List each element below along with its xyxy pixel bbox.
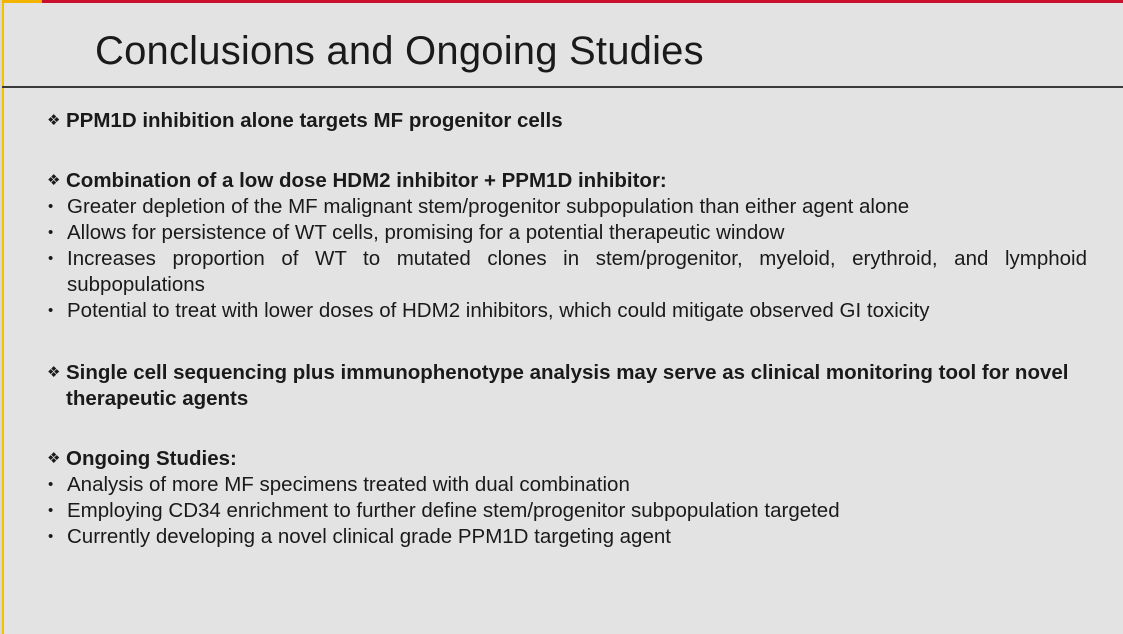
bullet-list <box>47 472 1087 550</box>
section-heading-text: Single cell sequencing plus immunophenotype analysis may serve as clinical monitoring tool for novel therapeutic agents <box>66 361 1069 410</box>
list-item <box>47 194 1087 220</box>
section-heading-text: Combination of a low dose HDM2 inhibitor + PPM1D inhibitor: <box>66 169 667 192</box>
list-item-text: Analysis of more MF specimens treated with dual combination <box>67 473 630 496</box>
diamond-bullet-icon: ❖ <box>47 172 61 189</box>
diamond-bullet-icon: ❖ <box>47 112 61 129</box>
slide-title: Conclusions and Ongoing Studies <box>95 29 704 73</box>
left-accent-bar <box>2 0 4 634</box>
list-item-text: Allows for persistence of WT cells, promising for a potential therapeutic window <box>67 221 785 244</box>
list-item-text: Potential to treat with lower doses of HDM2 inhibitors, which could mitigate observed GI toxicity <box>67 299 930 322</box>
bullet-dot-icon: • <box>48 302 54 319</box>
list-item-text: Greater depletion of the MF malignant stem/progenitor subpopulation than either agent alone <box>67 195 910 218</box>
diamond-bullet-icon: ❖ <box>47 364 61 381</box>
list-item <box>47 498 1087 524</box>
bullet-dot-icon: • <box>48 502 54 519</box>
diamond-bullet-icon: ❖ <box>47 450 61 467</box>
bullet-dot-icon: • <box>48 528 54 545</box>
bullet-dot-icon: • <box>48 224 54 241</box>
bullet-dot-icon: • <box>48 198 54 215</box>
bullet-dot-icon: • <box>48 476 54 493</box>
title-divider <box>2 86 1123 88</box>
list-item-text: Employing CD34 enrichment to further define stem/progenitor subpopulation targeted <box>67 499 840 522</box>
section-heading <box>47 168 1087 194</box>
section-heading-text: Ongoing Studies: <box>66 447 237 470</box>
list-item <box>47 472 1087 498</box>
section-heading-text: PPM1D inhibition alone targets MF progenitor cells <box>66 109 563 132</box>
top-accent-bar <box>2 0 1123 3</box>
list-item <box>47 220 1087 246</box>
bullet-list <box>47 194 1087 324</box>
top-accent-bar-left <box>2 0 42 3</box>
section-heading <box>47 446 1087 472</box>
section-heading <box>47 108 1087 134</box>
list-item <box>47 246 1087 298</box>
slide-body <box>47 108 1087 550</box>
list-item <box>47 298 1087 324</box>
list-item-text: Increases proportion of WT to mutated clones in stem/progenitor, myeloid, erythroid, and lymphoid subpopulations <box>67 247 1087 296</box>
bullet-dot-icon: • <box>48 250 54 267</box>
list-item-text: Currently developing a novel clinical grade PPM1D targeting agent <box>67 525 671 548</box>
list-item <box>47 524 1087 550</box>
section-heading <box>47 360 1087 412</box>
